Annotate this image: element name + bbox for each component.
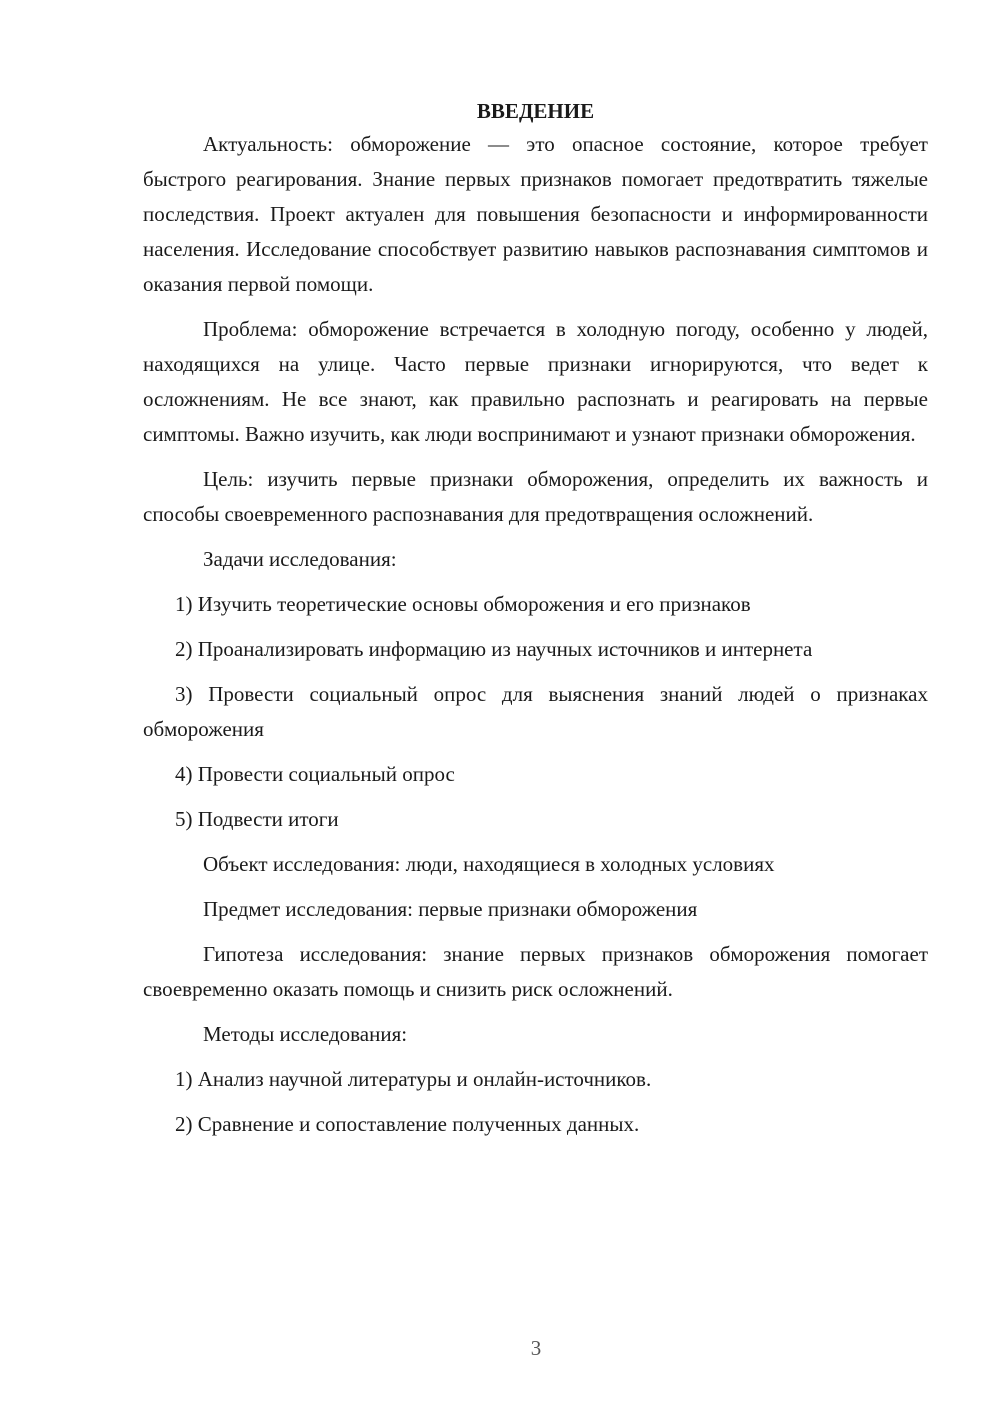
task-item: 5) Подвести итоги <box>175 807 339 831</box>
page-number: 3 <box>530 1336 542 1360</box>
methods-title: Методы исследования: <box>203 1022 408 1046</box>
method-item: 1) Анализ научной литературы и онлайн-источников. <box>175 1067 652 1091</box>
hypothesis-paragraph: Гипотеза исследования: знание первых признаков обморожения помогает своевременно оказать помощь и снизить риск осложнений. <box>143 942 928 1001</box>
method-item: 2) Сравнение и сопоставление полученных данных. <box>175 1112 640 1136</box>
task-item: 3) Провести социальный опрос для выяснения знаний людей о признаках обморожения <box>143 682 928 741</box>
tasks-title: Задачи исследования: <box>203 547 397 571</box>
relevance-paragraph: Актуальность: обморожение — это опасное состояние, которое требует быстрого реагирования. Знание первых признаков помогает предотвратить тяжелые последствия. Проект актуален для повышения безопасности и информированности населения. Исследование способствует развитию навыков распознавания симптомов и оказания первой помощи. <box>143 132 928 296</box>
object-paragraph: Объект исследования: люди, находящиеся в холодных условиях <box>203 852 775 876</box>
page-content <box>143 95 928 1152</box>
task-item: 2) Проанализировать информацию из научных источников и интернета <box>175 637 813 661</box>
task-item: 1) Изучить теоретические основы обморожения и его признаков <box>175 592 751 616</box>
section-heading: ВВЕДЕНИЕ <box>476 99 595 123</box>
subject-paragraph: Предмет исследования: первые признаки обморожения <box>203 897 698 921</box>
problem-paragraph: Проблема: обморожение встречается в холодную погоду, особенно у людей, находящихся на улице. Часто первые признаки игнорируются, что ведет к осложнениям. Не все знают, как правильно распознать и реагировать на первые симптомы. Важно изучить, как люди воспринимают и узнают признаки обморожения. <box>143 317 928 446</box>
task-item: 4) Провести социальный опрос <box>175 762 455 786</box>
goal-paragraph: Цель: изучить первые признаки обморожения, определить их важность и способы своевременного распознавания для предотвращения осложнений. <box>143 467 928 526</box>
